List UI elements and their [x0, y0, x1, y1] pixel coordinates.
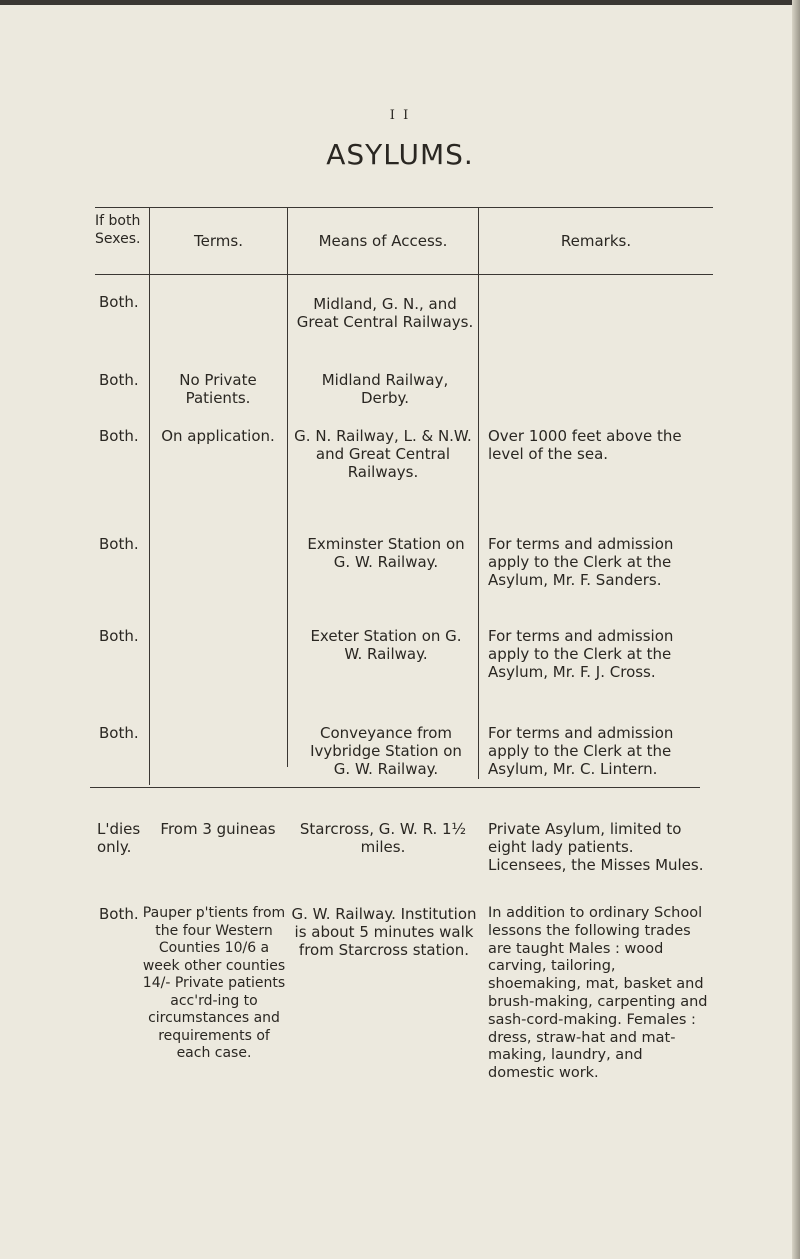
page-number: I I: [389, 108, 411, 123]
column-divider-2: [287, 207, 288, 767]
column-divider-1: [149, 207, 150, 785]
header-terms: Terms.: [194, 232, 243, 250]
row-4-sexes: Both.: [99, 535, 139, 553]
page-title: ASYLUMS.: [326, 138, 474, 171]
scan-right-edge: [792, 0, 800, 1259]
header-access: Means of Access.: [318, 232, 448, 250]
row-2-sexes: Both.: [99, 371, 139, 389]
header-bottom-rule: [95, 274, 713, 275]
row-3-terms: On application.: [161, 427, 275, 445]
row-7-access: Starcross, G. W. R. 1½ miles.: [299, 820, 467, 856]
row-3-sexes: Both.: [99, 427, 139, 445]
row-3-remarks: Over 1000 feet above the level of the sea.: [488, 427, 682, 463]
table-bottom-rule: [90, 787, 700, 788]
row-4-access: Exminster Station on G. W. Railway.: [307, 535, 465, 571]
row-5-access: Exeter Station on G. W. Railway.: [310, 627, 462, 663]
row-1-access: Midland, G. N., and Great Central Railways.: [296, 295, 474, 331]
column-divider-3: [478, 207, 479, 779]
row-8-sexes: Both.: [99, 905, 139, 923]
header-remarks: Remarks.: [560, 232, 632, 250]
row-2-terms: No Private Patients.: [179, 371, 257, 407]
row-8-access: G. W. Railway. Institution is about 5 minutes walk from Starcross station.: [291, 905, 477, 959]
row-3-access: G. N. Railway, L. & N.W. and Great Central Railways.: [294, 427, 472, 481]
header-sexes: If both Sexes.: [95, 213, 141, 247]
row-5-sexes: Both.: [99, 627, 139, 645]
row-6-remarks: For terms and admission apply to the Clerk at the Asylum, Mr. C. Lintern.: [488, 724, 674, 778]
row-7-terms: From 3 guineas: [160, 820, 276, 838]
row-6-access: Conveyance from Ivybridge Station on G. W. Railway.: [310, 724, 462, 778]
row-4-remarks: For terms and admission apply to the Clerk at the Asylum, Mr. F. Sanders.: [488, 535, 674, 589]
row-1-sexes: Both.: [99, 293, 139, 311]
row-2-access: Midland Railway, Derby.: [321, 371, 449, 407]
row-7-remarks: Private Asylum, limited to eight lady patients. Licensees, the Misses Mules.: [488, 820, 704, 874]
row-5-remarks: For terms and admission apply to the Clerk at the Asylum, Mr. F. J. Cross.: [488, 627, 674, 681]
row-6-sexes: Both.: [99, 724, 139, 742]
row-8-remarks: In addition to ordinary School lessons the following trades are taught Males : wood carving, tailoring, shoemaking, mat, basket and brush-making, carpenting and sash-cord-making. Females : dress, straw-hat and mat-making, laundry, and domestic work.: [488, 905, 708, 1082]
scan-top-edge: [0, 0, 800, 5]
header-top-rule: [95, 207, 713, 208]
row-8-terms: Pauper p'tients from the four Western Counties 10/6 a week other counties 14/- Private patients acc'rd-ing to circumstances and requirements of each case.: [142, 905, 286, 1061]
row-7-sexes: L'dies only.: [97, 820, 141, 856]
